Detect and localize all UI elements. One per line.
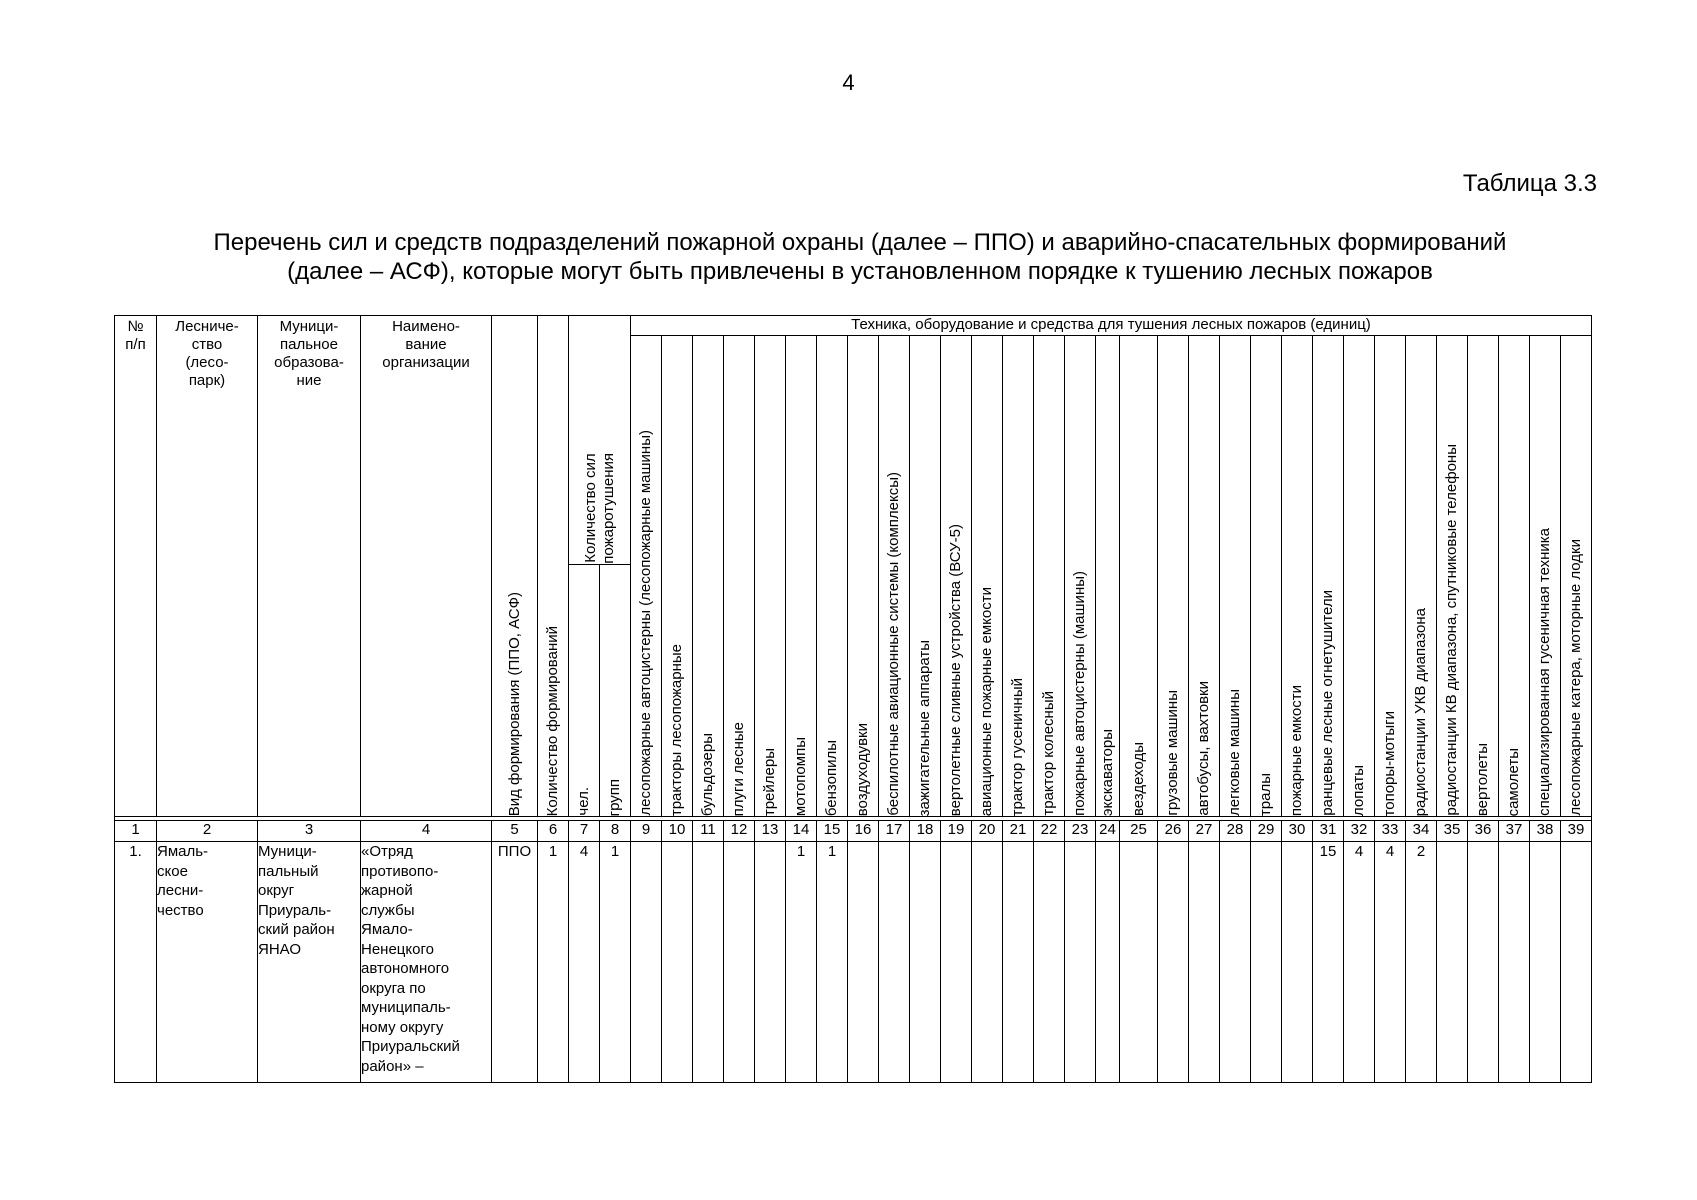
column-number: 19	[941, 821, 972, 842]
column-number: 21	[1003, 821, 1034, 842]
page-number: 4	[842, 70, 855, 95]
column-number: 26	[1158, 821, 1189, 842]
forces-table	[114, 315, 1592, 1083]
cell-equipment-30	[1282, 842, 1313, 1083]
column-number: 39	[1561, 821, 1592, 842]
cell-equipment-27	[1189, 842, 1220, 1083]
column-number: 25	[1120, 821, 1158, 842]
column-number: 16	[848, 821, 879, 842]
column-number: 32	[1344, 821, 1375, 842]
cell-municipality: Муници- пальный округ Приураль- ский район ЯНАО	[258, 842, 361, 1083]
cell-forestry: Ямаль- ское лесни- чество	[157, 842, 258, 1083]
header-equipment-20: авиационные пожарные емкости	[972, 336, 1003, 817]
cell-num: 1.	[115, 842, 157, 1083]
cell-equipment-18	[910, 842, 941, 1083]
header-equipment-37: самолеты	[1499, 336, 1530, 817]
column-number: 20	[972, 821, 1003, 842]
column-number: 36	[1468, 821, 1499, 842]
cell-equipment-14: 1	[786, 842, 817, 1083]
header-equipment-28: легковые машины	[1220, 336, 1251, 817]
cell-equipment-20	[972, 842, 1003, 1083]
cell-equipment-26	[1158, 842, 1189, 1083]
document-title	[120, 228, 1600, 286]
cell-equipment-19	[941, 842, 972, 1083]
column-number: 18	[910, 821, 941, 842]
header-row-1	[115, 316, 1592, 336]
column-number: 17	[879, 821, 910, 842]
header-equipment-30: пожарные емкости	[1282, 336, 1313, 817]
header-equipment-12: плуги лесные	[724, 336, 755, 817]
header-equipment-33: топоры-мотыги	[1375, 336, 1406, 817]
cell-equipment-36	[1468, 842, 1499, 1083]
column-number: 1	[115, 821, 157, 842]
header-equipment-19: вертолетные сливные устройства (ВСУ-5)	[941, 336, 972, 817]
cell-equipment-16	[848, 842, 879, 1083]
cell-equipment-39	[1561, 842, 1592, 1083]
column-number: 28	[1220, 821, 1251, 842]
header-formation-count: Количество формирований	[538, 316, 569, 817]
header-equipment-15: бензопилы	[817, 336, 848, 817]
column-number: 37	[1499, 821, 1530, 842]
column-number: 11	[693, 821, 724, 842]
cell-equipment-17	[879, 842, 910, 1083]
header-equipment-32: лопаты	[1344, 336, 1375, 817]
column-number: 24	[1096, 821, 1120, 842]
column-number: 34	[1406, 821, 1437, 842]
header-org-name: Наимено- вание организации	[361, 316, 492, 817]
column-number: 13	[755, 821, 786, 842]
cell-equipment-11	[693, 842, 724, 1083]
column-number: 5	[492, 821, 538, 842]
title-line-1: Перечень сил и средств подразделений пожарной охраны (далее – ППО) и аварийно-спасательных формирований	[213, 229, 1507, 256]
title-line-2: (далее – АСФ), которые могут быть привлечены в установленном порядке к тушению лесных пожаров	[287, 258, 1433, 285]
header-equipment-13: трейлеры	[755, 336, 786, 817]
column-number: 22	[1034, 821, 1065, 842]
column-number: 7	[569, 821, 600, 842]
header-equipment-36: вертолеты	[1468, 336, 1499, 817]
header-people: чел.	[569, 565, 600, 817]
cell-formation-count: 1	[538, 842, 569, 1083]
header-equipment-10: тракторы лесопожарные	[662, 336, 693, 817]
header-equipment-35: радиостанции КВ диапазона, спутниковые телефоны	[1437, 336, 1468, 817]
header-equipment-27: автобусы, вахтовки	[1189, 336, 1220, 817]
cell-equipment-31: 15	[1313, 842, 1344, 1083]
cell-equipment-23	[1065, 842, 1096, 1083]
column-number: 38	[1530, 821, 1561, 842]
column-number: 9	[631, 821, 662, 842]
cell-equipment-34: 2	[1406, 842, 1437, 1083]
cell-groups: 1	[600, 842, 631, 1083]
column-number: 2	[157, 821, 258, 842]
cell-equipment-37	[1499, 842, 1530, 1083]
column-number: 4	[361, 821, 492, 842]
header-equipment-17: беспилотные авиационные системы (комплексы)	[879, 336, 910, 817]
column-numbers-row	[115, 821, 1592, 842]
table-caption: Таблица 3.3	[1462, 170, 1597, 197]
column-number: 23	[1065, 821, 1096, 842]
header-equipment-24: экскаваторы	[1096, 336, 1120, 817]
header-equipment-39: лесопожарные катера, моторные лодки	[1561, 336, 1592, 817]
header-equipment-21: трактор гусеничный	[1003, 336, 1034, 817]
header-forces: Количество сил пожаротушения	[569, 316, 631, 565]
cell-equipment-33: 4	[1375, 842, 1406, 1083]
cell-org-name: «Отряд противопо- жарной службы Ямало- Ненецкого автономного округа по муниципаль- ному округу Приуральский район» –	[361, 842, 492, 1083]
header-formation-type: Вид формирования (ППО, АСФ)	[492, 316, 538, 817]
header-equipment-9: лесопожарные автоцистерны (лесопожарные машины)	[631, 336, 662, 817]
header-equipment-11: бульдозеры	[693, 336, 724, 817]
cell-equipment-24	[1096, 842, 1120, 1083]
column-number: 8	[600, 821, 631, 842]
header-forestry: Лесниче- ство (лесо- парк)	[157, 316, 258, 817]
column-number: 10	[662, 821, 693, 842]
cell-equipment-25	[1120, 842, 1158, 1083]
header-equipment-22: трактор колесный	[1034, 336, 1065, 817]
cell-equipment-21	[1003, 842, 1034, 1083]
column-number: 33	[1375, 821, 1406, 842]
cell-people: 4	[569, 842, 600, 1083]
header-num: № п/п	[115, 316, 157, 817]
header-equipment-16: воздуходувки	[848, 336, 879, 817]
header-equipment-18: зажигательные аппараты	[910, 336, 941, 817]
header-groups: групп	[600, 565, 631, 817]
column-number: 29	[1251, 821, 1282, 842]
header-equipment-group: Техника, оборудование и средства для тушения лесных пожаров (единиц)	[631, 316, 1592, 336]
cell-equipment-9	[631, 842, 662, 1083]
cell-equipment-35	[1437, 842, 1468, 1083]
header-equipment-34: радиостанции УКВ диапазона	[1406, 336, 1437, 817]
header-equipment-38: специализированная гусеничная техника	[1530, 336, 1561, 817]
column-number: 35	[1437, 821, 1468, 842]
cell-equipment-10	[662, 842, 693, 1083]
cell-formation-type: ППО	[492, 842, 538, 1083]
header-equipment-23: пожарные автоцистерны (машины)	[1065, 336, 1096, 817]
header-equipment-31: ранцевые лесные огнетушители	[1313, 336, 1344, 817]
cell-equipment-22	[1034, 842, 1065, 1083]
header-equipment-29: тралы	[1251, 336, 1282, 817]
table-row	[115, 842, 1592, 1083]
header-equipment-26: грузовые машины	[1158, 336, 1189, 817]
cell-equipment-15: 1	[817, 842, 848, 1083]
cell-equipment-13	[755, 842, 786, 1083]
column-number: 30	[1282, 821, 1313, 842]
cell-equipment-29	[1251, 842, 1282, 1083]
column-number: 15	[817, 821, 848, 842]
cell-equipment-12	[724, 842, 755, 1083]
column-number: 14	[786, 821, 817, 842]
header-municipality: Муници- пальное образова- ние	[258, 316, 361, 817]
column-number: 12	[724, 821, 755, 842]
cell-equipment-32: 4	[1344, 842, 1375, 1083]
cell-equipment-28	[1220, 842, 1251, 1083]
column-number: 6	[538, 821, 569, 842]
cell-equipment-38	[1530, 842, 1561, 1083]
column-number: 3	[258, 821, 361, 842]
header-equipment-25: вездеходы	[1120, 336, 1158, 817]
column-number: 31	[1313, 821, 1344, 842]
header-equipment-14: мотопомпы	[786, 336, 817, 817]
column-number: 27	[1189, 821, 1220, 842]
